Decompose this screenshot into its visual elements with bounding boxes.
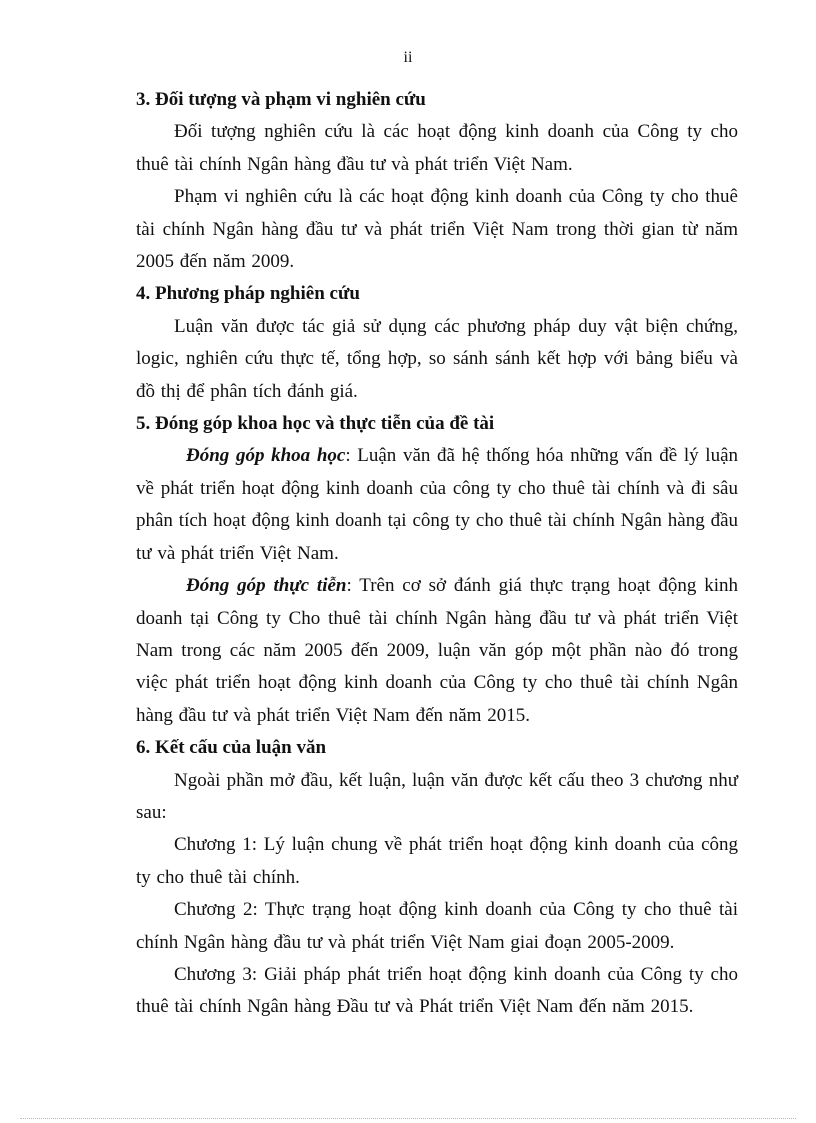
section-heading: 5. Đóng góp khoa học và thực tiễn của đề tài <box>136 413 495 435</box>
section-heading: 4. Phương pháp nghiên cứu <box>136 283 360 305</box>
chapter-1-summary: Chương 1: Lý luận chung về phát triển hoạt động kinh doanh của công ty cho thuê tài chính. <box>136 834 738 888</box>
section-heading: 3. Đối tượng và phạm vi nghiên cứu <box>136 89 426 110</box>
page-number: ii <box>403 49 413 66</box>
document-body <box>136 84 738 1024</box>
section-heading: 6. Kết cấu của luận văn <box>136 737 327 759</box>
paragraph: Luận văn được tác giả sử dụng các phương pháp duy vật biện chứng, logic, nghiên cứu thực tế, tổng hợp, so sánh sánh kết hợp với bảng biểu và đồ thị để phân tích đánh giá. <box>136 315 738 402</box>
paragraph: Đối tượng nghiên cứu là các hoạt động kinh doanh của Công ty cho thuê tài chính Ngân hàng đầu tư và phát triển Việt Nam. <box>136 121 738 175</box>
lead-term: Đóng góp thực tiễn <box>186 575 347 597</box>
section-contributions <box>136 408 738 732</box>
section-research-scope <box>136 84 738 278</box>
page-bottom-divider <box>20 1118 796 1119</box>
lead-text: : Luận văn đã hệ thống hóa những vấn đề lý luận về phát triển hoạt động kinh doanh của công ty cho thuê tài chính và đi sâu phân tích hoạt động kinh doanh tại công ty cho thuê tài chính Ngân hàng đầu tư và phát triển Việt Nam. <box>136 445 739 564</box>
paragraph: Ngoài phần mở đầu, kết luận, luận văn được kết cấu theo 3 chương như sau: <box>136 769 738 823</box>
paragraph-practical-contribution <box>136 570 738 732</box>
section-research-method <box>136 278 738 408</box>
section-thesis-structure <box>136 732 738 1024</box>
paragraph-scientific-contribution <box>136 440 738 570</box>
lead-term: Đóng góp khoa học <box>186 445 346 467</box>
chapter-2-summary: Chương 2: Thực trạng hoạt động kinh doanh của Công ty cho thuê tài chính Ngân hàng đầu tư và phát triển Việt Nam giai đoạn 2005-2009. <box>136 899 738 953</box>
chapter-3-summary: Chương 3: Giải pháp phát triển hoạt động kinh doanh của Công ty cho thuê tài chính Ngân hàng Đầu tư và Phát triển Việt Nam đến năm 2015. <box>136 963 738 1018</box>
paragraph: Phạm vi nghiên cứu là các hoạt động kinh doanh của Công ty cho thuê tài chính Ngân hàng đầu tư và phát triển Việt Nam trong thời gian từ năm 2005 đến năm 2009. <box>136 186 738 273</box>
lead-text: : Trên cơ sở đánh giá thực trạng hoạt động kinh doanh tại Công ty Cho thuê tài chính Ngân hàng đầu tư và phát triển Việt Nam trong các năm 2005 đến 2009, luận văn góp một phần nào đó trong việc phát triển hoạt động kinh doanh của Công ty cho thuê tài chính Ngân hàng đầu tư và phát triển Việt Nam đến năm 2015. <box>136 575 738 726</box>
